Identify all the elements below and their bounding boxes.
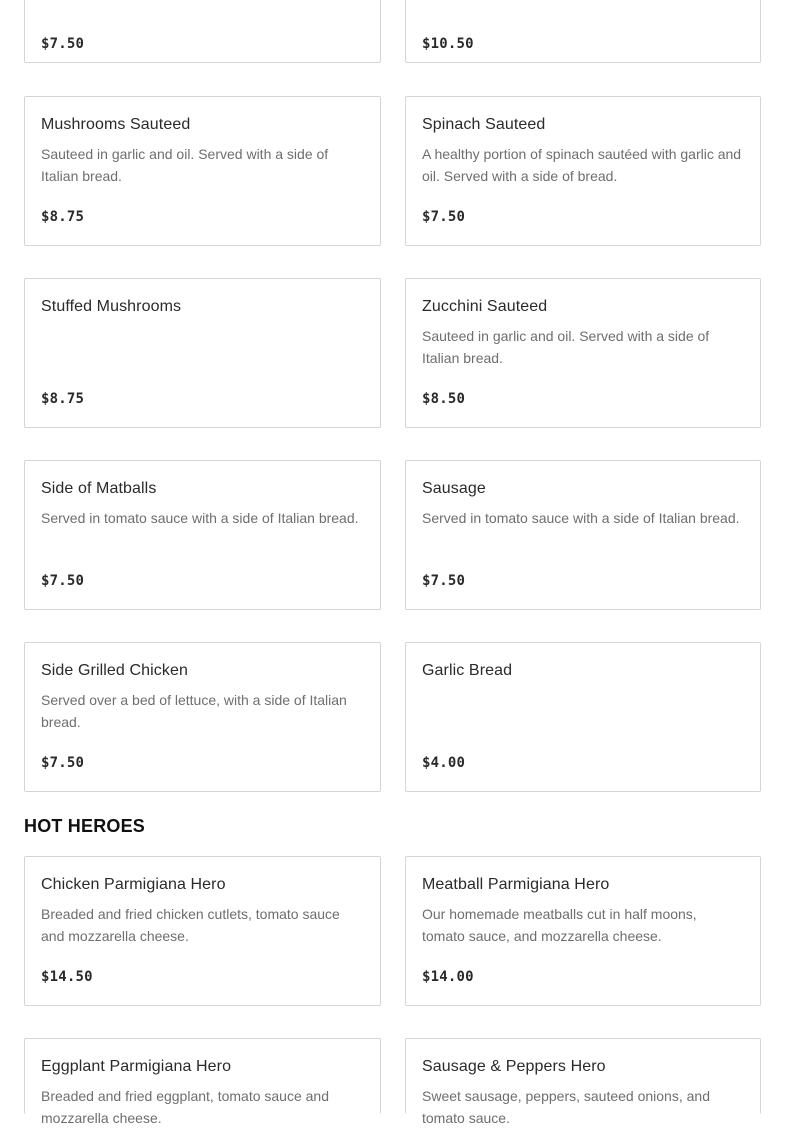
item-price: $7.50 (41, 755, 85, 771)
item-price: $4.00 (422, 755, 466, 771)
item-name: Spinach Sauteed (422, 116, 546, 133)
item-price: $7.50 (41, 36, 85, 52)
menu-item-card-mushrooms-sauteed[interactable] (24, 96, 381, 246)
item-price: $8.50 (422, 391, 466, 407)
menu-item-card-meatball-parmigiana-hero[interactable] (405, 856, 761, 1006)
item-description: Sauteed in garlic and oil. Served with a side of Italian bread. (41, 146, 329, 184)
item-price: $7.50 (422, 573, 466, 589)
menu-item-card-side-of-matballs[interactable] (24, 460, 381, 610)
menu-item-card-side-grilled-chicken[interactable] (24, 642, 381, 792)
item-name: Side of Matballs (41, 480, 157, 497)
menu-item-card-spinach-sauteed[interactable] (405, 96, 761, 246)
item-name: Stuffed Mushrooms (41, 298, 182, 315)
item-description: A healthy portion of spinach sautéed with garlic and oil. Served with a side of bread. (422, 146, 742, 184)
menu-item-card-sausage-peppers-hero[interactable] (405, 1038, 761, 1126)
item-description: Breaded and fried eggplant, tomato sauce and mozzarella cheese. (41, 1088, 329, 1126)
item-description: Sweet sausage, peppers, sauteed onions, and tomato sauce. (422, 1088, 710, 1126)
item-description: Breaded and fried chicken cutlets, tomato sauce and mozzarella cheese. (41, 906, 340, 944)
item-price: $8.75 (41, 209, 85, 225)
menu-item-card-stuffed-mushrooms[interactable] (24, 278, 381, 428)
menu-item-card[interactable] (405, 0, 761, 63)
item-name: Eggplant Parmigiana Hero (41, 1058, 232, 1075)
item-price: $7.50 (41, 573, 85, 589)
menu-item-card-garlic-bread[interactable] (405, 642, 761, 792)
item-name: Side Grilled Chicken (41, 662, 188, 679)
menu-item-card[interactable] (24, 0, 381, 63)
item-price: $8.75 (41, 391, 85, 407)
item-description: Sauteed in garlic and oil. Served with a side of Italian bread. (422, 328, 710, 366)
menu-item-card-chicken-parmigiana-hero[interactable] (24, 856, 381, 1006)
item-description: Served over a bed of lettuce, with a side of Italian bread. (41, 692, 347, 730)
section-title-hot-heroes: HOT HEROES (24, 816, 146, 836)
item-description: Our homemade meatballs cut in half moons, tomato sauce, and mozzarella cheese. (422, 906, 697, 944)
item-name: Chicken Parmigiana Hero (41, 876, 226, 893)
item-name: Mushrooms Sauteed (41, 116, 191, 133)
item-name: Meatball Parmigiana Hero (422, 876, 610, 893)
item-price: $7.50 (422, 209, 466, 225)
menu-item-card-sausage[interactable] (405, 460, 761, 610)
item-name: Garlic Bread (422, 662, 513, 679)
item-description: Served in tomato sauce with a side of Italian bread. (41, 510, 359, 526)
item-name: Sausage (422, 480, 486, 497)
menu-item-card-eggplant-parmigiana-hero[interactable] (24, 1038, 381, 1126)
item-price: $10.50 (422, 36, 474, 52)
item-price: $14.50 (41, 969, 93, 985)
item-name: Zucchini Sauteed (422, 298, 548, 315)
item-description: Served in tomato sauce with a side of Italian bread. (422, 510, 740, 526)
item-price: $14.00 (422, 969, 474, 985)
item-name: Sausage & Peppers Hero (422, 1058, 606, 1075)
menu-item-card-zucchini-sauteed[interactable] (405, 278, 761, 428)
